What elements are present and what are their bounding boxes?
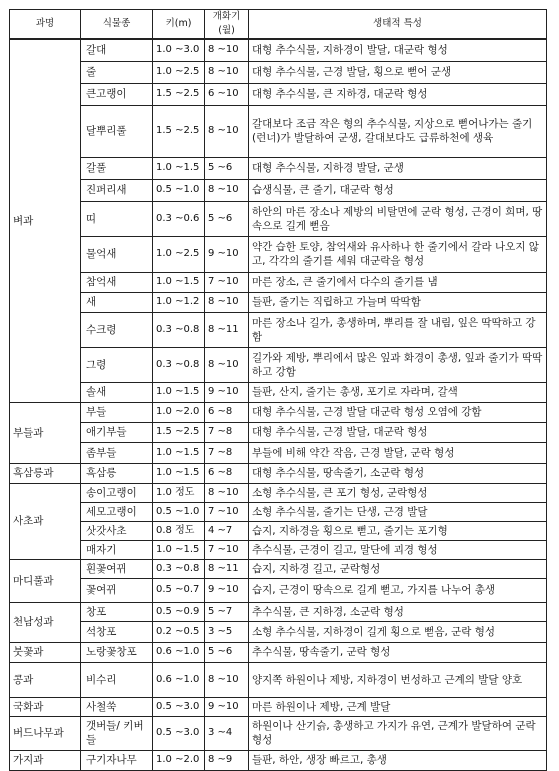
species-cell: 줄 <box>81 61 153 83</box>
characteristics-cell: 대형 추수식물, 근경 발달 대군락 형성 오염에 강함 <box>249 402 547 422</box>
table-body <box>10 39 547 770</box>
table-row <box>10 521 547 540</box>
species-cell: 갈풀 <box>81 157 153 179</box>
height-cell: 0.5 ~0.9 <box>153 602 205 621</box>
header-height: 키(m) <box>153 10 205 40</box>
flowering-cell: 6 ~10 <box>205 83 249 105</box>
characteristics-cell: 하원이나 산기슭, 총생하고 가지가 유연, 근계가 발달하여 군락 형성 <box>249 716 547 750</box>
height-cell: 0.3 ~0.8 <box>153 312 205 347</box>
flowering-cell: 8 ~10 <box>205 179 249 201</box>
height-cell: 1.0 ~2.0 <box>153 750 205 770</box>
table-row <box>10 157 547 179</box>
flowering-cell: 8 ~10 <box>205 39 249 61</box>
height-cell: 0.8 정도 <box>153 521 205 540</box>
species-cell: 세모고랭이 <box>81 502 153 521</box>
family-cell: 벼과 <box>10 39 81 402</box>
family-cell: 마디풀과 <box>10 559 81 602</box>
species-cell: 흰꽃여뀌 <box>81 559 153 578</box>
flowering-cell: 8 ~10 <box>205 347 249 382</box>
species-cell: 매자기 <box>81 540 153 559</box>
table-row <box>10 716 547 750</box>
characteristics-cell: 습생식물, 큰 줄기, 대군락 형성 <box>249 179 547 201</box>
species-cell: 큰고랭이 <box>81 83 153 105</box>
characteristics-cell: 들판, 산지, 줄기는 총생, 포기로 자라며, 갈색 <box>249 382 547 402</box>
height-cell: 1.0 ~2.0 <box>153 402 205 422</box>
characteristics-cell: 마른 장소, 큰 줄기에서 다수의 줄기를 냄 <box>249 272 547 292</box>
table-row <box>10 662 547 697</box>
characteristics-cell: 대형 추수식물, 근경 발달, 횡으로 뻗어 군생 <box>249 61 547 83</box>
header-characteristics: 생태적 특성 <box>249 10 547 40</box>
characteristics-cell: 습지, 지하경을 횡으로 뻗고, 줄기는 포기형 <box>249 521 547 540</box>
characteristics-cell: 대형 추수식물, 큰 지하경, 대군락 형성 <box>249 83 547 105</box>
family-cell: 버드나무과 <box>10 716 81 750</box>
characteristics-cell: 마른 장소나 길가, 총생하며, 뿌리를 잘 내림, 잎은 딱딱하고 강함 <box>249 312 547 347</box>
species-cell: 노랑꽃창포 <box>81 642 153 662</box>
flowering-cell: 3 ~4 <box>205 716 249 750</box>
family-cell: 사초과 <box>10 483 81 559</box>
table-row <box>10 83 547 105</box>
species-cell: 삿갓사초 <box>81 521 153 540</box>
characteristics-cell: 대형 추수식물, 지하경이 발달, 대군락 형성 <box>249 39 547 61</box>
height-cell: 0.3 ~0.8 <box>153 347 205 382</box>
height-cell: 1.0 ~3.0 <box>153 39 205 61</box>
height-cell: 0.5 ~1.0 <box>153 179 205 201</box>
table-row <box>10 578 547 602</box>
characteristics-cell: 대형 추수식물, 땅속줄기, 소군락 형성 <box>249 463 547 483</box>
flowering-cell: 7 ~10 <box>205 540 249 559</box>
flowering-cell: 3 ~5 <box>205 621 249 642</box>
height-cell: 1.0 ~1.5 <box>153 382 205 402</box>
height-cell: 0.2 ~0.5 <box>153 621 205 642</box>
flowering-cell: 9 ~10 <box>205 236 249 272</box>
family-cell: 붓꽃과 <box>10 642 81 662</box>
species-cell: 갈대 <box>81 39 153 61</box>
species-cell: 송이고랭이 <box>81 483 153 502</box>
flowering-cell: 9 ~10 <box>205 382 249 402</box>
characteristics-cell: 소형 추수식물, 줄기는 단생, 근경 발달 <box>249 502 547 521</box>
flowering-cell: 8 ~10 <box>205 105 249 157</box>
height-cell: 1.0 ~1.5 <box>153 540 205 559</box>
characteristics-cell: 하안의 마른 장소나 제방의 비탈면에 군락 형성, 근경이 희며, 땅속으로 길게 뻗음 <box>249 201 547 236</box>
table-row <box>10 483 547 502</box>
table-row <box>10 201 547 236</box>
characteristics-cell: 추수식물, 큰 지하경, 소군락 형성 <box>249 602 547 621</box>
characteristics-cell: 대형 추수식물, 지하경 발달, 군생 <box>249 157 547 179</box>
flowering-cell: 7 ~8 <box>205 422 249 442</box>
table-row <box>10 272 547 292</box>
species-cell: 꽃여뀌 <box>81 578 153 602</box>
table-row <box>10 312 547 347</box>
height-cell: 0.6 ~1.0 <box>153 662 205 697</box>
height-cell: 1.5 ~2.5 <box>153 83 205 105</box>
flowering-cell: 7 ~10 <box>205 502 249 521</box>
table-row <box>10 463 547 483</box>
species-cell: 물억새 <box>81 236 153 272</box>
flowering-cell: 7 ~10 <box>205 272 249 292</box>
table-row <box>10 292 547 312</box>
height-cell: 1.0 ~1.5 <box>153 442 205 463</box>
characteristics-cell: 소형 추수식물, 큰 포기 형성, 군락형성 <box>249 483 547 502</box>
family-cell: 흑삼릉과 <box>10 463 81 483</box>
flowering-cell: 5 ~6 <box>205 201 249 236</box>
flowering-cell: 6 ~8 <box>205 402 249 422</box>
header-species: 식물종 <box>81 10 153 40</box>
species-cell: 비수리 <box>81 662 153 697</box>
characteristics-cell: 길가와 제방, 뿌리에서 많은 잎과 화경이 총생, 잎과 줄기가 딱딱하고 강함 <box>249 347 547 382</box>
flowering-cell: 8 ~11 <box>205 559 249 578</box>
characteristics-cell: 양지쪽 하원이나 제방, 지하경이 번성하고 근계의 발달 양호 <box>249 662 547 697</box>
table-row <box>10 422 547 442</box>
characteristics-cell: 습지, 근경이 땅속으로 길게 뻗고, 가지를 나누어 총생 <box>249 578 547 602</box>
table-row <box>10 61 547 83</box>
table-row <box>10 559 547 578</box>
characteristics-cell: 마른 하원이나 제방, 근계 발달 <box>249 697 547 716</box>
flowering-cell: 9 ~10 <box>205 697 249 716</box>
table-row <box>10 179 547 201</box>
characteristics-cell: 들판, 줄기는 직립하고 가늘며 딱딱함 <box>249 292 547 312</box>
height-cell: 1.0 ~2.5 <box>153 236 205 272</box>
species-cell: 수크령 <box>81 312 153 347</box>
height-cell: 0.3 ~0.8 <box>153 559 205 578</box>
species-cell: 솔새 <box>81 382 153 402</box>
header-flowering: 개화기(월) <box>205 10 249 40</box>
height-cell: 0.6 ~1.0 <box>153 642 205 662</box>
flowering-cell: 5 ~6 <box>205 642 249 662</box>
table-row <box>10 442 547 463</box>
height-cell: 0.5 ~0.7 <box>153 578 205 602</box>
height-cell: 1.0 정도 <box>153 483 205 502</box>
header-row <box>10 10 547 40</box>
characteristics-cell: 습지, 지하경 길고, 군락형성 <box>249 559 547 578</box>
characteristics-cell: 들판, 하안, 생장 빠르고, 총생 <box>249 750 547 770</box>
characteristics-cell: 약간 습한 토양, 참억새와 유사하나 한 줄기에서 갈라 나오지 않고, 각각의 줄기를 세워 대군락을 형성 <box>249 236 547 272</box>
species-cell: 흑삼릉 <box>81 463 153 483</box>
table-row <box>10 502 547 521</box>
table-row <box>10 602 547 621</box>
family-cell: 가지과 <box>10 750 81 770</box>
height-cell: 0.3 ~0.6 <box>153 201 205 236</box>
characteristics-cell: 소형 추수식물, 지하경이 길게 횡으로 뻗음, 군락 형성 <box>249 621 547 642</box>
table-row <box>10 402 547 422</box>
species-cell: 창포 <box>81 602 153 621</box>
species-cell: 사철쑥 <box>81 697 153 716</box>
flowering-cell: 5 ~7 <box>205 602 249 621</box>
flowering-cell: 9 ~10 <box>205 578 249 602</box>
species-cell: 석창포 <box>81 621 153 642</box>
family-cell: 국화과 <box>10 697 81 716</box>
species-cell: 갯버들/ 키버들 <box>81 716 153 750</box>
species-cell: 진퍼리새 <box>81 179 153 201</box>
table-row <box>10 750 547 770</box>
height-cell: 1.0 ~1.5 <box>153 463 205 483</box>
family-cell: 콩과 <box>10 662 81 697</box>
species-cell: 참억새 <box>81 272 153 292</box>
flowering-cell: 7 ~8 <box>205 442 249 463</box>
family-cell: 천남성과 <box>10 602 81 642</box>
species-cell: 애기부들 <box>81 422 153 442</box>
species-cell: 새 <box>81 292 153 312</box>
species-cell: 띠 <box>81 201 153 236</box>
species-cell: 달뿌리풀 <box>81 105 153 157</box>
height-cell: 0.5 ~3.0 <box>153 697 205 716</box>
table-row <box>10 39 547 61</box>
table-row <box>10 697 547 716</box>
height-cell: 0.5 ~3.0 <box>153 716 205 750</box>
characteristics-cell: 부들에 비해 약간 작음, 근경 발달, 군락 형성 <box>249 442 547 463</box>
height-cell: 1.0 ~1.2 <box>153 292 205 312</box>
characteristics-cell: 대형 추수식물, 근경 발달, 대군락 형성 <box>249 422 547 442</box>
characteristics-cell: 갈대보다 조금 작은 형의 추수식물, 지상으로 뻗어나가는 줄기(런너)가 발달하여 군생, 갈대보다도 급류하천에 생육 <box>249 105 547 157</box>
flowering-cell: 4 ~7 <box>205 521 249 540</box>
species-cell: 좀부들 <box>81 442 153 463</box>
flowering-cell: 8 ~9 <box>205 750 249 770</box>
height-cell: 1.0 ~2.5 <box>153 61 205 83</box>
species-cell: 구기자나무 <box>81 750 153 770</box>
species-cell: 부들 <box>81 402 153 422</box>
table-row <box>10 105 547 157</box>
table-row <box>10 347 547 382</box>
table-row <box>10 236 547 272</box>
characteristics-cell: 추수식물, 땅속줄기, 군락 형성 <box>249 642 547 662</box>
plant-characteristics-table <box>9 9 547 771</box>
flowering-cell: 8 ~10 <box>205 662 249 697</box>
header-family: 과명 <box>10 10 81 40</box>
flowering-cell: 6 ~8 <box>205 463 249 483</box>
characteristics-cell: 추수식물, 근경이 길고, 말단에 괴경 형성 <box>249 540 547 559</box>
flowering-cell: 8 ~10 <box>205 61 249 83</box>
flowering-cell: 8 ~10 <box>205 292 249 312</box>
height-cell: 0.5 ~1.0 <box>153 502 205 521</box>
height-cell: 1.5 ~2.5 <box>153 105 205 157</box>
table-row <box>10 382 547 402</box>
flowering-cell: 8 ~11 <box>205 312 249 347</box>
table-row <box>10 642 547 662</box>
height-cell: 1.0 ~1.5 <box>153 272 205 292</box>
height-cell: 1.5 ~2.5 <box>153 422 205 442</box>
height-cell: 1.0 ~1.5 <box>153 157 205 179</box>
flowering-cell: 8 ~10 <box>205 483 249 502</box>
species-cell: 그령 <box>81 347 153 382</box>
table-row <box>10 621 547 642</box>
family-cell: 부들과 <box>10 402 81 463</box>
flowering-cell: 5 ~6 <box>205 157 249 179</box>
table-row <box>10 540 547 559</box>
